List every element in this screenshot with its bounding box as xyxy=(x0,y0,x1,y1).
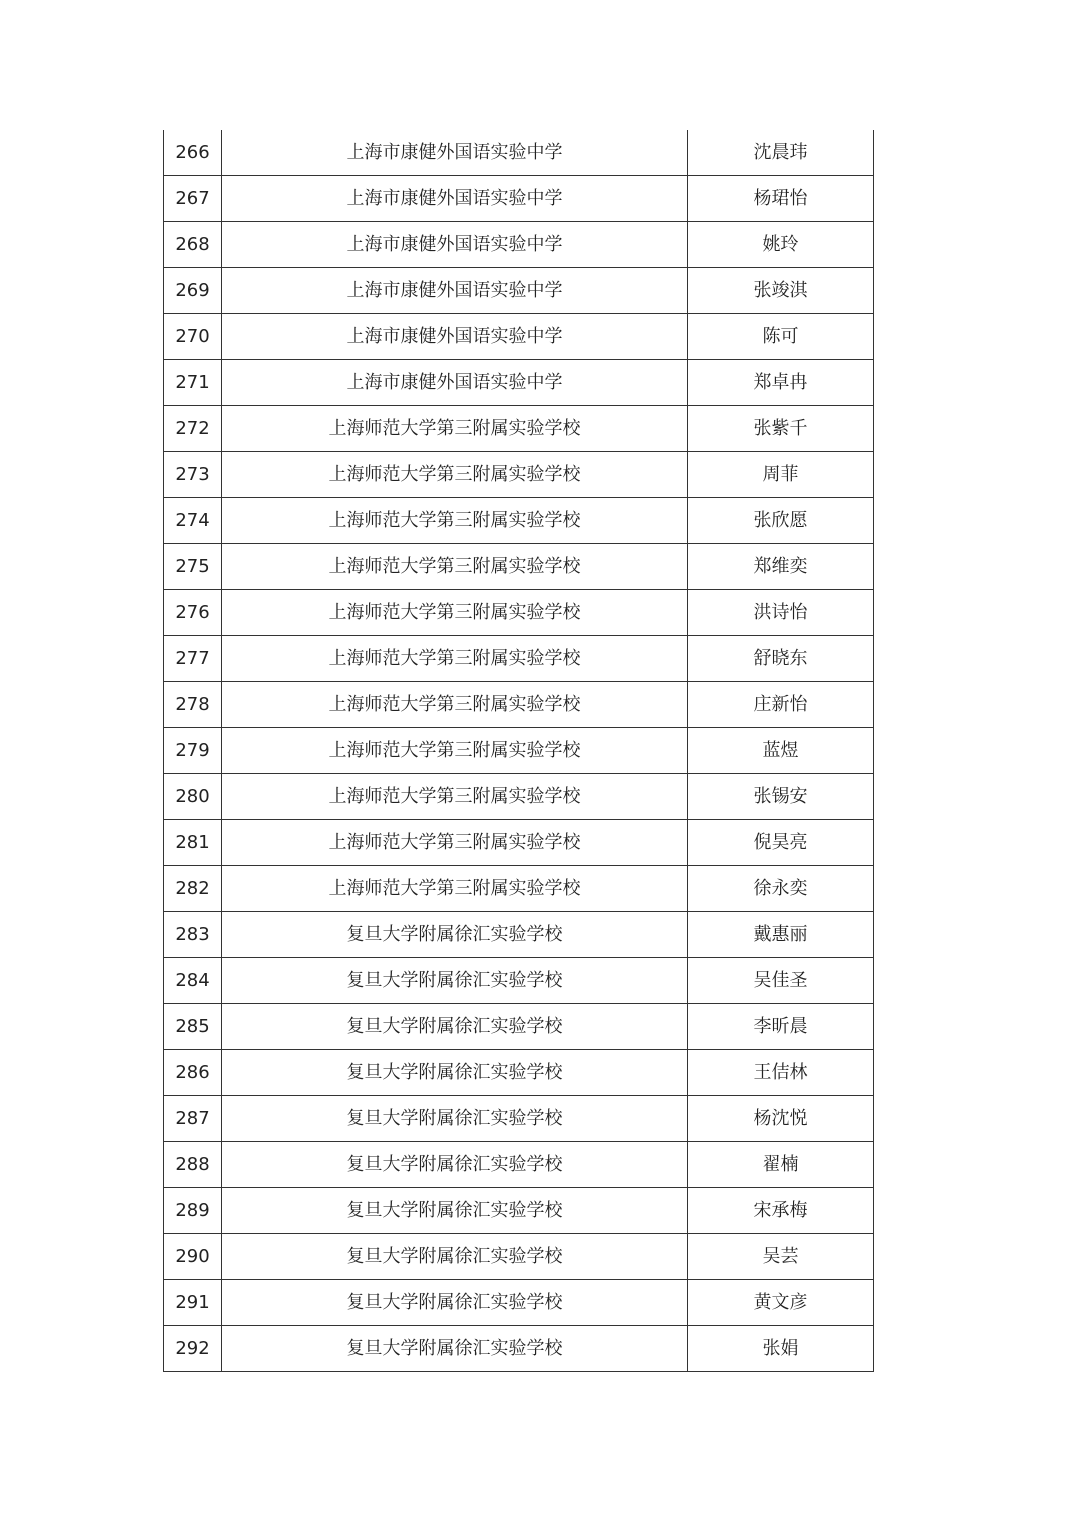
student-name-cell: 张紫千 xyxy=(688,406,874,452)
school-cell: 上海师范大学第三附属实验学校 xyxy=(222,452,688,498)
table-row xyxy=(164,636,874,682)
roster-table-body xyxy=(164,130,874,1372)
student-name-cell: 蓝煜 xyxy=(688,728,874,774)
row-number-cell: 284 xyxy=(164,958,222,1004)
row-number-cell: 292 xyxy=(164,1326,222,1372)
school-cell: 复旦大学附属徐汇实验学校 xyxy=(222,1096,688,1142)
table-row xyxy=(164,1234,874,1280)
student-name-cell: 杨珺怡 xyxy=(688,176,874,222)
school-cell: 上海师范大学第三附属实验学校 xyxy=(222,498,688,544)
school-cell: 复旦大学附属徐汇实验学校 xyxy=(222,1188,688,1234)
row-number-cell: 268 xyxy=(164,222,222,268)
school-cell: 复旦大学附属徐汇实验学校 xyxy=(222,912,688,958)
table-row xyxy=(164,1096,874,1142)
school-cell: 上海师范大学第三附属实验学校 xyxy=(222,636,688,682)
table-row xyxy=(164,1280,874,1326)
school-cell: 复旦大学附属徐汇实验学校 xyxy=(222,1004,688,1050)
roster-table xyxy=(163,130,874,1372)
row-number-cell: 288 xyxy=(164,1142,222,1188)
row-number-cell: 277 xyxy=(164,636,222,682)
student-name-cell: 沈晨玮 xyxy=(688,130,874,176)
row-number-cell: 289 xyxy=(164,1188,222,1234)
school-cell: 上海师范大学第三附属实验学校 xyxy=(222,774,688,820)
table-row xyxy=(164,1188,874,1234)
school-cell: 上海师范大学第三附属实验学校 xyxy=(222,682,688,728)
student-name-cell: 张竣淇 xyxy=(688,268,874,314)
row-number-cell: 272 xyxy=(164,406,222,452)
student-name-cell: 洪诗怡 xyxy=(688,590,874,636)
school-cell: 上海市康健外国语实验中学 xyxy=(222,176,688,222)
school-cell: 上海市康健外国语实验中学 xyxy=(222,360,688,406)
student-name-cell: 姚玲 xyxy=(688,222,874,268)
school-cell: 上海师范大学第三附属实验学校 xyxy=(222,866,688,912)
student-name-cell: 周菲 xyxy=(688,452,874,498)
school-cell: 上海师范大学第三附属实验学校 xyxy=(222,820,688,866)
table-row xyxy=(164,866,874,912)
student-name-cell: 李昕晨 xyxy=(688,1004,874,1050)
table-row xyxy=(164,268,874,314)
row-number-cell: 281 xyxy=(164,820,222,866)
table-row xyxy=(164,774,874,820)
row-number-cell: 287 xyxy=(164,1096,222,1142)
student-name-cell: 陈可 xyxy=(688,314,874,360)
table-row xyxy=(164,176,874,222)
row-number-cell: 280 xyxy=(164,774,222,820)
student-name-cell: 杨沈悦 xyxy=(688,1096,874,1142)
row-number-cell: 283 xyxy=(164,912,222,958)
school-cell: 复旦大学附属徐汇实验学校 xyxy=(222,1050,688,1096)
table-row xyxy=(164,1326,874,1372)
row-number-cell: 269 xyxy=(164,268,222,314)
student-name-cell: 庄新怡 xyxy=(688,682,874,728)
school-cell: 上海市康健外国语实验中学 xyxy=(222,314,688,360)
student-name-cell: 张娟 xyxy=(688,1326,874,1372)
school-cell: 上海市康健外国语实验中学 xyxy=(222,268,688,314)
school-cell: 上海师范大学第三附属实验学校 xyxy=(222,728,688,774)
row-number-cell: 279 xyxy=(164,728,222,774)
table-row xyxy=(164,222,874,268)
table-row xyxy=(164,958,874,1004)
table-row xyxy=(164,452,874,498)
row-number-cell: 266 xyxy=(164,130,222,176)
student-name-cell: 徐永奕 xyxy=(688,866,874,912)
school-cell: 上海师范大学第三附属实验学校 xyxy=(222,544,688,590)
table-row xyxy=(164,544,874,590)
row-number-cell: 291 xyxy=(164,1280,222,1326)
row-number-cell: 290 xyxy=(164,1234,222,1280)
student-name-cell: 王佶林 xyxy=(688,1050,874,1096)
table-row xyxy=(164,820,874,866)
school-cell: 上海市康健外国语实验中学 xyxy=(222,222,688,268)
student-name-cell: 吴佳圣 xyxy=(688,958,874,1004)
table-row xyxy=(164,130,874,176)
school-cell: 上海师范大学第三附属实验学校 xyxy=(222,406,688,452)
table-row xyxy=(164,498,874,544)
student-name-cell: 张欣愿 xyxy=(688,498,874,544)
table-row xyxy=(164,1142,874,1188)
school-cell: 上海师范大学第三附属实验学校 xyxy=(222,590,688,636)
table-row xyxy=(164,912,874,958)
table-row xyxy=(164,682,874,728)
student-name-cell: 张锡安 xyxy=(688,774,874,820)
row-number-cell: 267 xyxy=(164,176,222,222)
student-name-cell: 倪昊亮 xyxy=(688,820,874,866)
row-number-cell: 274 xyxy=(164,498,222,544)
row-number-cell: 273 xyxy=(164,452,222,498)
table-row xyxy=(164,590,874,636)
table-row xyxy=(164,728,874,774)
table-row xyxy=(164,406,874,452)
student-name-cell: 舒晓东 xyxy=(688,636,874,682)
student-name-cell: 宋承梅 xyxy=(688,1188,874,1234)
table-row xyxy=(164,314,874,360)
row-number-cell: 270 xyxy=(164,314,222,360)
school-cell: 复旦大学附属徐汇实验学校 xyxy=(222,1234,688,1280)
table-row xyxy=(164,1050,874,1096)
school-cell: 上海市康健外国语实验中学 xyxy=(222,130,688,176)
student-name-cell: 黄文彦 xyxy=(688,1280,874,1326)
student-name-cell: 吴芸 xyxy=(688,1234,874,1280)
row-number-cell: 282 xyxy=(164,866,222,912)
table-row xyxy=(164,1004,874,1050)
row-number-cell: 286 xyxy=(164,1050,222,1096)
student-name-cell: 翟楠 xyxy=(688,1142,874,1188)
row-number-cell: 278 xyxy=(164,682,222,728)
school-cell: 复旦大学附属徐汇实验学校 xyxy=(222,1142,688,1188)
row-number-cell: 276 xyxy=(164,590,222,636)
row-number-cell: 271 xyxy=(164,360,222,406)
school-cell: 复旦大学附属徐汇实验学校 xyxy=(222,1326,688,1372)
student-name-cell: 郑维奕 xyxy=(688,544,874,590)
school-cell: 复旦大学附属徐汇实验学校 xyxy=(222,958,688,1004)
row-number-cell: 285 xyxy=(164,1004,222,1050)
table-row xyxy=(164,360,874,406)
student-name-cell: 郑卓冉 xyxy=(688,360,874,406)
student-name-cell: 戴惠丽 xyxy=(688,912,874,958)
school-cell: 复旦大学附属徐汇实验学校 xyxy=(222,1280,688,1326)
row-number-cell: 275 xyxy=(164,544,222,590)
